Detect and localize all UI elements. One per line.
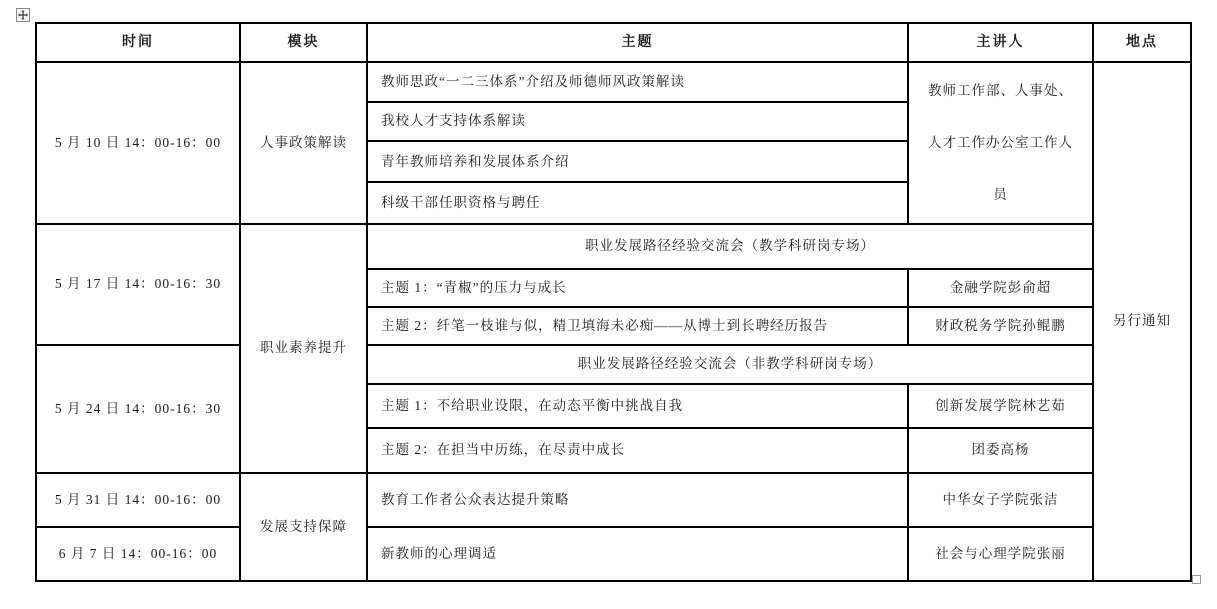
time-cell-may10[interactable]: 5 月 10 日 14：00-16：00 <box>36 62 240 224</box>
header-cell-module[interactable]: 模块 <box>240 23 367 62</box>
module-cell-hr-policy[interactable]: 人事政策解读 <box>240 62 367 224</box>
speaker-cell[interactable]: 中华女子学院张洁 <box>908 473 1093 527</box>
time-cell-may17[interactable]: 5 月 17 日 14：00-16：30 <box>36 224 240 345</box>
speaker-cell[interactable]: 创新发展学院林艺茹 <box>908 384 1093 428</box>
topic-cell[interactable]: 教师思政“一二三体系”介绍及师德师风政策解读 <box>367 62 908 102</box>
header-cell-time[interactable]: 时间 <box>36 23 240 62</box>
topic-cell[interactable]: 我校人才支持体系解读 <box>367 102 908 142</box>
location-cell[interactable]: 另行通知 <box>1093 62 1191 581</box>
topic-cell[interactable]: 科级干部任职资格与聘任 <box>367 182 908 224</box>
header-cell-topic[interactable]: 主题 <box>367 23 908 62</box>
header-cell-location[interactable]: 地点 <box>1093 23 1191 62</box>
topic-cell[interactable]: 新教师的心理调适 <box>367 527 908 581</box>
speaker-cell[interactable]: 财政税务学院孙鲲鹏 <box>908 307 1093 345</box>
speaker-cell-shared[interactable]: 教师工作部、人事处、人才工作办公室工作人员 <box>908 62 1093 224</box>
time-cell-may31[interactable]: 5 月 31 日 14：00-16：00 <box>36 473 240 527</box>
topic-cell[interactable]: 主题 2：在担当中历练，在尽责中成长 <box>367 428 908 473</box>
forum-cell-non-teaching[interactable]: 职业发展路径经验交流会（非教学科研岗专场） <box>367 345 1093 384</box>
time-cell-may24[interactable]: 5 月 24 日 14：00-16：30 <box>36 345 240 473</box>
move-arrows-icon <box>18 10 28 20</box>
module-cell-support[interactable]: 发展支持保障 <box>240 473 367 581</box>
topic-cell[interactable]: 青年教师培养和发展体系介绍 <box>367 141 908 182</box>
header-cell-speaker[interactable]: 主讲人 <box>908 23 1093 62</box>
topic-cell[interactable]: 主题 2：纤笔一枝谁与似，精卫填海未必痴——从博士到长聘经历报告 <box>367 307 908 345</box>
topic-cell[interactable]: 教育工作者公众表达提升策略 <box>367 473 908 527</box>
module-cell-career-quality[interactable]: 职业素养提升 <box>240 224 367 473</box>
time-cell-jun7[interactable]: 6 月 7 日 14：00-16：00 <box>36 527 240 581</box>
topic-cell[interactable]: 主题 1：“青椒”的压力与成长 <box>367 269 908 307</box>
table-resize-handle[interactable] <box>1192 575 1201 584</box>
topic-cell[interactable]: 主题 1：不给职业设限，在动态平衡中挑战自我 <box>367 384 908 428</box>
table-move-handle[interactable] <box>16 8 30 22</box>
forum-cell-teaching-research[interactable]: 职业发展路径经验交流会（教学科研岗专场） <box>367 224 1093 269</box>
training-schedule-table <box>35 22 1192 582</box>
speaker-cell[interactable]: 团委高杨 <box>908 428 1093 473</box>
speaker-cell[interactable]: 金融学院彭俞超 <box>908 269 1093 307</box>
speaker-cell[interactable]: 社会与心理学院张丽 <box>908 527 1093 581</box>
